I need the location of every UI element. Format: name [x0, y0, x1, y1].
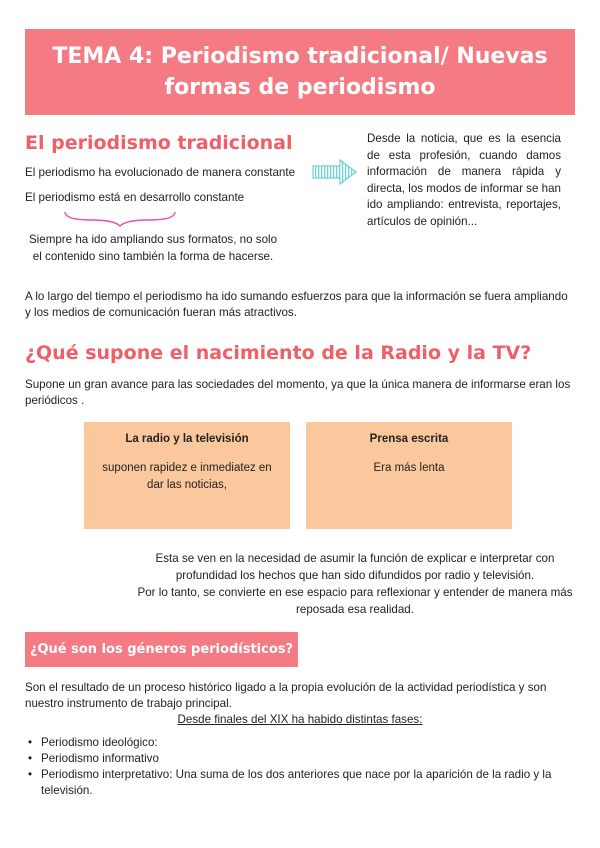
- phases-subheading: Desde finales del XIX ha habido distintas fases:: [177, 713, 423, 726]
- list-item: • Periodismo informativo: [25, 751, 580, 767]
- evolution-line: El periodismo ha evolucionado de manera constante: [25, 166, 296, 179]
- genres-heading: ¿Qué son los géneros periodísticos?: [29, 642, 294, 657]
- press-box-text: Era más lenta: [373, 462, 445, 474]
- section-heading-radio-tv: ¿Qué supone el nacimiento de la Radio y la TV?: [25, 342, 532, 364]
- press-role-text: [130, 550, 580, 618]
- right-arrow-icon: [312, 158, 358, 186]
- title-banner: [25, 29, 575, 115]
- phases-list: [25, 735, 580, 799]
- radio-tv-box: [84, 422, 290, 529]
- list-item: • Periodismo ideológico:: [25, 735, 580, 751]
- section-heading-traditional: El periodismo tradicional: [25, 132, 293, 154]
- radio-tv-intro: Supone un gran avance para las sociedades del momento, ya que la única manera de informarse eran los periódicos .: [25, 378, 571, 407]
- curly-brace-icon: [62, 208, 178, 228]
- formats-text: Siempre ha ido ampliando sus formatos, no solo el contenido sino también la forma de hacerse.: [28, 233, 278, 263]
- press-box-title: Prensa escrita: [369, 433, 449, 445]
- radio-tv-box-text: suponen rapidez e inmediatez en dar las noticias,: [102, 462, 272, 491]
- conclusion-line-2: Por lo tanto, se convierte en ese espacio para reflexionar y entender de manera más reposada esa realidad.: [137, 586, 573, 616]
- radio-tv-box-title: La radio y la televisión: [125, 433, 249, 445]
- list-item: • Periodismo interpretativo: Una suma de los dos anteriores que nace por la aparición de la radio y la televisión.: [25, 767, 580, 799]
- news-essence-text: Desde la noticia, que es la esencia de esta profesión, cuando damos información de manera rápida y directa, los modos de informar se han ido ampliando: entrevista, reportajes, artículos de opinión...: [367, 132, 561, 228]
- genres-paragraph: Son el resultado de un proceso histórico ligado a la propia evolución de la actividad periodística y son nuestro instrumento de trabajo principal.: [25, 681, 547, 710]
- genres-banner: [25, 632, 298, 667]
- development-line: El periodismo está en desarrollo constante: [25, 191, 245, 204]
- conclusion-line-1: Esta se ven en la necesidad de asumir la función de explicar e interpretar con profundidad los hechos que han sido difundidos por radio y televisión.: [155, 552, 555, 582]
- effort-paragraph: A lo largo del tiempo el periodismo ha ido sumando esfuerzos para que la información se fuera ampliando y los medios de comunicación fueran más atractivos.: [25, 290, 568, 319]
- document-title: TEMA 4: Periodismo tradicional/ Nuevas formas de periodismo: [52, 44, 548, 100]
- press-box: [306, 422, 512, 529]
